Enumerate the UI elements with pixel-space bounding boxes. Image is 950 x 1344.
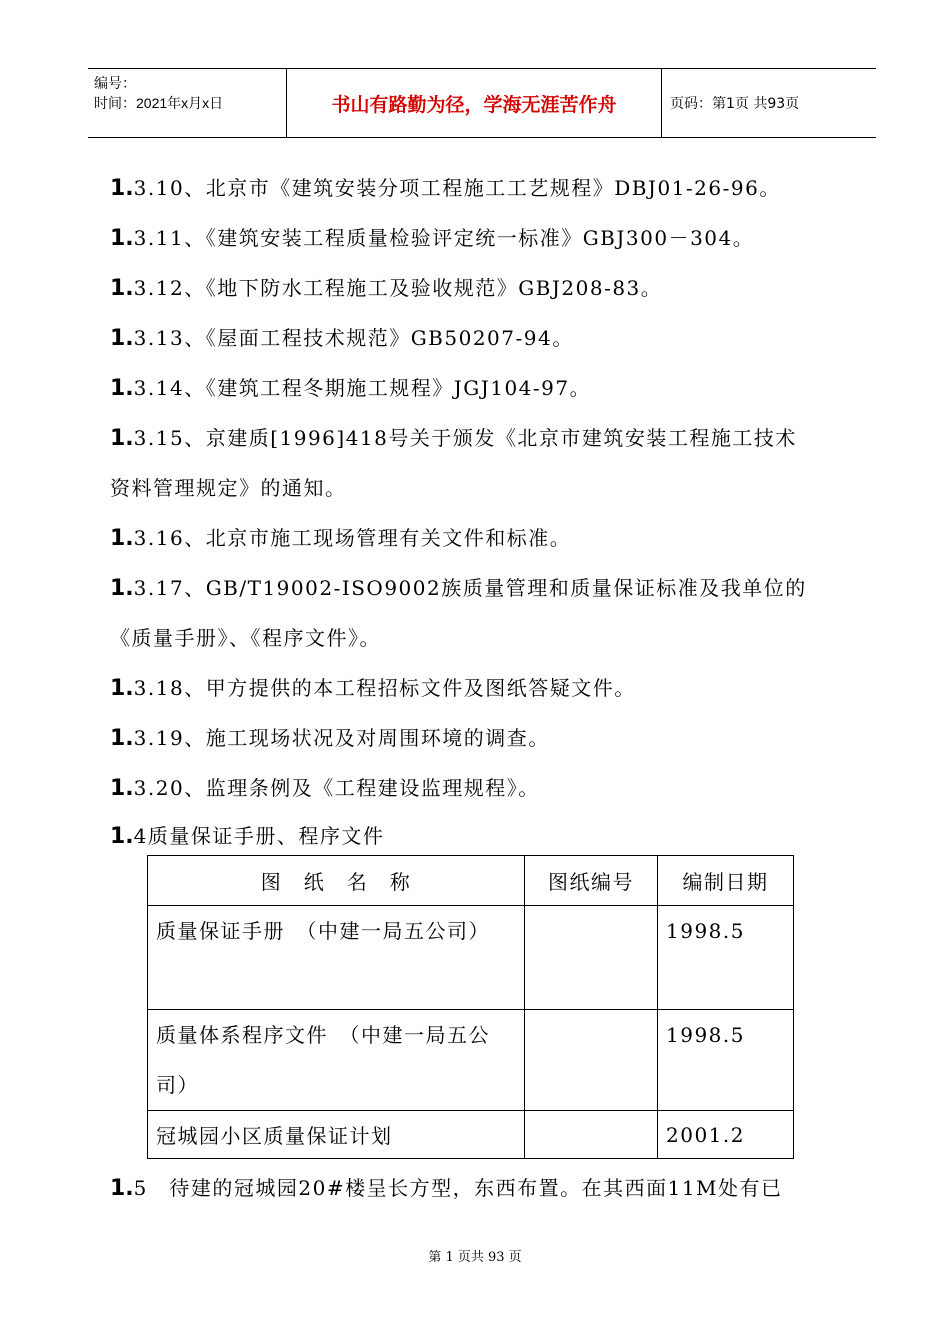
clause-number: 1. bbox=[110, 1176, 134, 1201]
table-cell-date: 1998.5 bbox=[658, 1010, 794, 1111]
clause-number: 1. bbox=[110, 726, 134, 751]
clause-line bbox=[110, 722, 550, 751]
clause-text: 3.14、《建筑工程冬期施工规程》JGJ104-97。 bbox=[133, 376, 592, 400]
section-heading bbox=[110, 820, 384, 849]
clause-text: 3.13、《屋面工程技术规范》GB50207-94。 bbox=[133, 326, 574, 350]
clause-number: 1. bbox=[110, 576, 134, 601]
quality-documents-table bbox=[147, 855, 794, 1159]
table-row bbox=[148, 1010, 794, 1111]
clause-number: 1. bbox=[110, 176, 134, 201]
table-row bbox=[148, 906, 794, 1010]
clause-text: 3.15、京建质[1996]418号关于颁发《北京市建筑安装工程施工技术 bbox=[133, 426, 797, 450]
clause-line bbox=[110, 172, 781, 201]
clause-number: 1. bbox=[110, 824, 134, 849]
clause-number: 1. bbox=[110, 376, 134, 401]
clause-line bbox=[110, 422, 797, 451]
clause-line bbox=[110, 272, 662, 301]
clause-text: 3.19、施工现场状况及对周围环境的调查。 bbox=[133, 726, 550, 750]
clause-text: 5 待建的冠城园20#楼呈长方型，东西布置。在其西面11M处有已 bbox=[133, 1176, 783, 1200]
table-cell-code bbox=[525, 906, 658, 1010]
clause-line-continued bbox=[110, 622, 381, 651]
table-header-cell: 图纸编号 bbox=[525, 856, 658, 906]
clause-line-continued bbox=[110, 472, 347, 501]
clause-text: 《质量手册》、《程序文件》。 bbox=[110, 626, 381, 650]
clause-text: 3.12、《地下防水工程施工及验收规范》GBJ208-83。 bbox=[133, 276, 663, 300]
clause-text: 4质量保证手册、程序文件 bbox=[133, 824, 385, 848]
page-header bbox=[88, 68, 876, 138]
clause-line bbox=[110, 372, 591, 401]
page-footer: 第 1 页共 93 页 bbox=[428, 1250, 522, 1265]
clause-line bbox=[110, 522, 571, 551]
clause-number: 1. bbox=[110, 676, 134, 701]
clause-number: 1. bbox=[110, 276, 134, 301]
document-number-label: 编号： bbox=[94, 75, 136, 91]
clause-number: 1. bbox=[110, 426, 134, 451]
document-time-label: 时间：2021年x月x日 bbox=[94, 95, 224, 111]
clause-text: 3.16、北京市施工现场管理有关文件和标准。 bbox=[133, 526, 572, 550]
table-cell-name: 质量保证手册 （中建一局五公司） bbox=[148, 906, 525, 1010]
clause-number: 1. bbox=[110, 226, 134, 251]
clause-text: 3.11、《建筑安装工程质量检验评定统一标准》GBJ300－304。 bbox=[133, 226, 755, 250]
clause-text: 资料管理规定》的通知。 bbox=[110, 476, 347, 500]
clause-line bbox=[110, 772, 540, 801]
clause-text: 3.20、监理条例及《工程建设监理规程》。 bbox=[133, 776, 540, 800]
table-header-cell: 图 纸 名 称 bbox=[148, 856, 525, 906]
table-cell-name: 质量体系程序文件 （中建一局五公司） bbox=[148, 1010, 525, 1111]
clause-line bbox=[110, 222, 754, 251]
clause-text: 3.17、GB/T19002-ISO9002族质量管理和质量保证标准及我单位的 bbox=[133, 576, 807, 600]
clause-line bbox=[110, 322, 574, 351]
clause-number: 1. bbox=[110, 776, 134, 801]
table-cell-date: 2001.2 bbox=[658, 1111, 794, 1159]
table-cell-name: 冠城园小区质量保证计划 bbox=[148, 1111, 525, 1159]
table-row bbox=[148, 1111, 794, 1159]
table-cell-code bbox=[525, 1010, 658, 1111]
clause-number: 1. bbox=[110, 526, 134, 551]
clause-line bbox=[110, 572, 807, 601]
clause-number: 1. bbox=[110, 326, 134, 351]
table-cell-date: 1998.5 bbox=[658, 906, 794, 1010]
header-motto: 书山有路勤为径，学海无涯苦作舟 bbox=[287, 69, 662, 137]
clause-text: 3.10、北京市《建筑安装分项工程施工工艺规程》DBJ01-26-96。 bbox=[133, 176, 781, 200]
clause-line bbox=[110, 1172, 783, 1201]
table-cell-code bbox=[525, 1111, 658, 1159]
table-header-cell: 编制日期 bbox=[658, 856, 794, 906]
table-header-row bbox=[148, 856, 794, 906]
header-meta bbox=[88, 69, 287, 137]
clause-text: 3.18、甲方提供的本工程招标文件及图纸答疑文件。 bbox=[133, 676, 636, 700]
header-page-info: 页码：第1页 共93页 bbox=[670, 96, 800, 112]
clause-line bbox=[110, 672, 636, 701]
